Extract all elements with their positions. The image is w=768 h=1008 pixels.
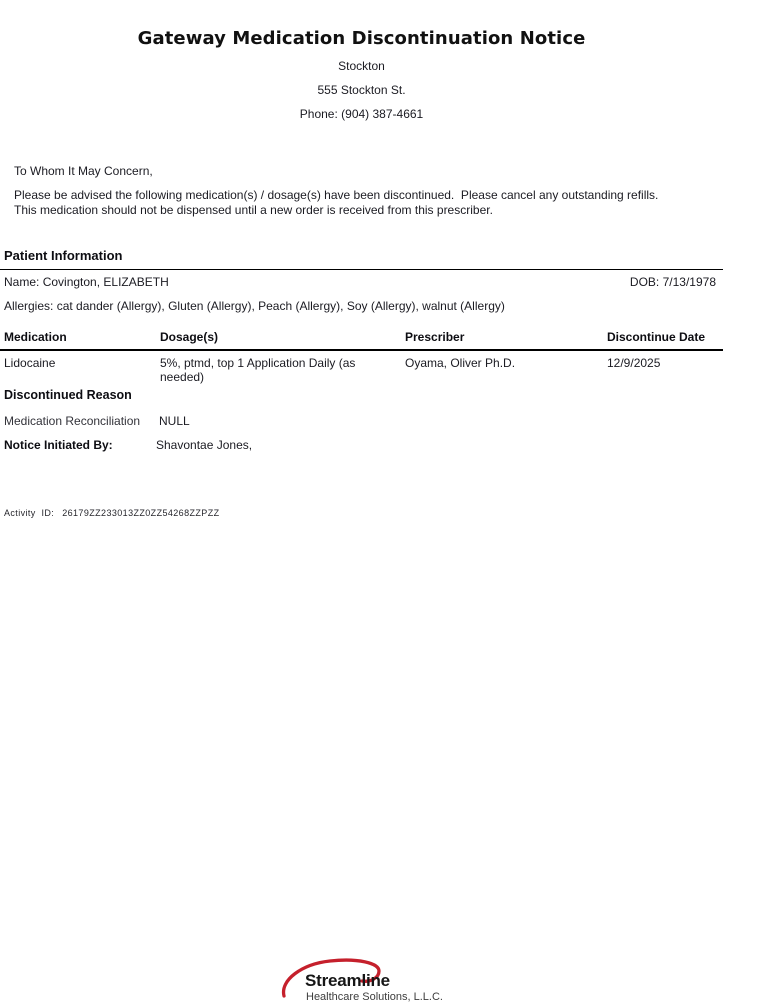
medication-table [0,330,723,384]
activity-id [4,508,220,518]
patient-allergies: Allergies: cat dander (Allergy), Gluten (Allergy), Peach (Allergy), Soy (Allergy), walnut (Allergy) [4,299,505,313]
patient-name-row [0,275,723,290]
facility-phone: Phone: (904) 387-4661 [299,107,424,121]
discontinued-reason-title: Discontinued Reason [4,388,132,402]
patient-name: Name: Covington, ELIZABETH [4,275,169,289]
facility-name: Stockton [338,59,385,73]
discontinued-reason-name: Medication Reconciliation [4,414,141,428]
cell-dosage: 5%, ptmd, top 1 Application Daily (as needed) [160,356,356,384]
cell-medication: Lidocaine [4,356,56,370]
discontinued-reason-section [0,388,723,452]
facility-address: 555 Stockton St. [317,83,406,97]
letter-block [14,164,669,218]
letter-body: Please be advised the following medication(s) / dosage(s) have been discontinued. Please cancel any outstanding refills. This medication should not be dispensed until a new order is received from this prescriber. [14,188,665,217]
column-header-prescriber: Prescriber [405,330,465,344]
discontinued-reason-row [0,414,723,428]
notice-initiated-value: Shavontae Jones, [156,438,253,452]
document-header [0,28,723,121]
notice-initiated-row [0,438,723,452]
cell-discontinue-date: 12/9/2025 [607,356,661,370]
patient-information-section [0,248,723,314]
streamline-logo [280,950,480,1008]
logo-wordmark: Streamline [305,971,390,990]
activity-id-label: Activity ID: [4,508,55,518]
notice-initiated-label: Notice Initiated By: [4,438,113,452]
salutation: To Whom It May Concern, [14,164,153,178]
medication-table-header [0,330,723,351]
activity-id-value: 26179ZZ233013ZZ0ZZ54268ZZPZZ [62,508,220,518]
column-header-discontinue-date: Discontinue Date [607,330,706,344]
page-title: Gateway Medication Discontinuation Notice [137,28,586,49]
column-header-medication: Medication [4,330,67,344]
patient-section-title: Patient Information [0,248,723,270]
table-row [0,351,723,384]
patient-dob: DOB: 7/13/1978 [629,275,716,289]
column-header-dosage: Dosage(s) [160,330,219,344]
discontinued-reason-value: NULL [159,414,190,428]
logo-tagline: Healthcare Solutions, L.L.C. [306,991,443,1003]
cell-prescriber: Oyama, Oliver Ph.D. [405,356,516,370]
